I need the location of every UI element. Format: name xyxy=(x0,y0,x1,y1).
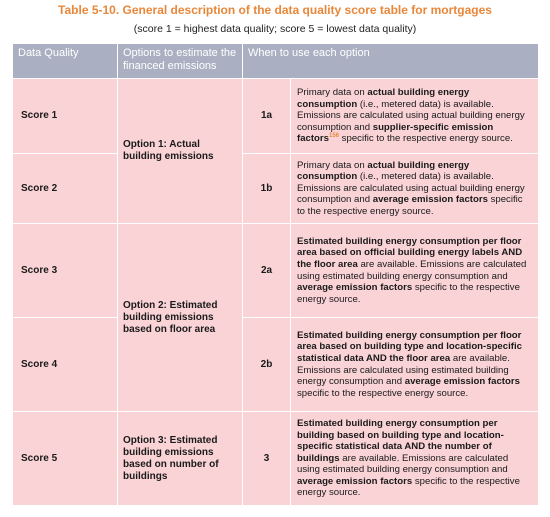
score-cell: Score 5 xyxy=(13,412,118,506)
option-code: 2a xyxy=(243,224,291,318)
option-code: 2b xyxy=(243,318,291,412)
emphasis-text: Estimated building energy consumption per building based on building type and location-specific statistical data AND the number of buildings xyxy=(297,417,504,464)
emphasis-text: Estimated building energy consumption per floor area based on official building energy labels AND the floor area xyxy=(297,235,523,270)
description-text: specific to the respective energy source. xyxy=(297,282,520,305)
table-row xyxy=(13,224,539,318)
option-code: 1b xyxy=(243,154,291,224)
emphasis-text: average emission factors xyxy=(297,282,413,294)
description-text: (i.e., metered data) is available. Emissions are calculated using actual building energy consumption and xyxy=(297,171,525,206)
header-data-quality: Data Quality xyxy=(13,44,118,79)
header-when: When to use each option xyxy=(243,44,539,79)
description-cell xyxy=(291,154,539,224)
table-row xyxy=(13,79,539,154)
description-text: (i.e., metered data) is available. Emissions are calculated using actual building energy consumption and xyxy=(297,98,525,133)
option-code: 1a xyxy=(243,79,291,154)
description-text: Primary data on xyxy=(297,87,368,99)
description-text: specific to the respective energy source. xyxy=(297,387,469,399)
description-cell xyxy=(291,224,539,318)
header-row xyxy=(13,44,539,79)
description-text: Primary data on xyxy=(297,159,368,171)
option-code: 3 xyxy=(243,412,291,506)
table-row xyxy=(13,154,539,224)
footnote-marker: 156 xyxy=(329,133,340,140)
emphasis-text: actual building energy consumption xyxy=(297,159,470,183)
emphasis-text: average emission factors xyxy=(404,376,520,388)
emphasis-text: Estimated building energy consumption per floor area based on building type and location-specific statistical data AND the floor area xyxy=(297,329,522,364)
table-title: Table 5-10. General description of the data quality score table for mortgages xyxy=(58,3,492,17)
table-row xyxy=(13,412,539,506)
description-text: are available. Emissions are calculated using estimated building energy consumption and xyxy=(297,452,509,476)
table-subtitle: (score 1 = highest data quality; score 5 = lowest data quality) xyxy=(133,23,417,35)
description-text: are available. Emissions are calculated using estimated building energy consumption and xyxy=(297,258,527,282)
data-quality-table xyxy=(12,43,539,506)
description-cell xyxy=(291,318,539,412)
option-cell: Option 1: Actual building emissions xyxy=(118,79,243,224)
description-text: specific to the respective energy source. xyxy=(297,475,520,499)
table-row xyxy=(13,318,539,412)
emphasis-text: average emission factors xyxy=(297,475,413,487)
score-cell: Score 1 xyxy=(13,79,118,154)
emphasis-text: actual building energy consumption xyxy=(297,87,470,110)
emphasis-text: supplier-specific emission factors xyxy=(297,121,494,145)
score-cell: Score 4 xyxy=(13,318,118,412)
description-text: specific to the respective energy source. xyxy=(297,194,523,217)
description-cell xyxy=(291,79,539,154)
header-options: Options to estimate the financed emissions xyxy=(118,44,243,79)
description-cell xyxy=(291,412,539,506)
score-cell: Score 2 xyxy=(13,154,118,224)
score-cell: Score 3 xyxy=(13,224,118,318)
description-text: specific to the respective energy source. xyxy=(339,133,513,145)
option-cell: Option 2: Estimated building emissions based on floor area xyxy=(118,224,243,412)
description-text: are available. Emissions are calculated using estimated building energy consumption and xyxy=(297,352,510,388)
emphasis-text: average emission factors xyxy=(372,194,488,206)
option-cell: Option 3: Estimated building emissions based on number of buildings xyxy=(118,412,243,506)
